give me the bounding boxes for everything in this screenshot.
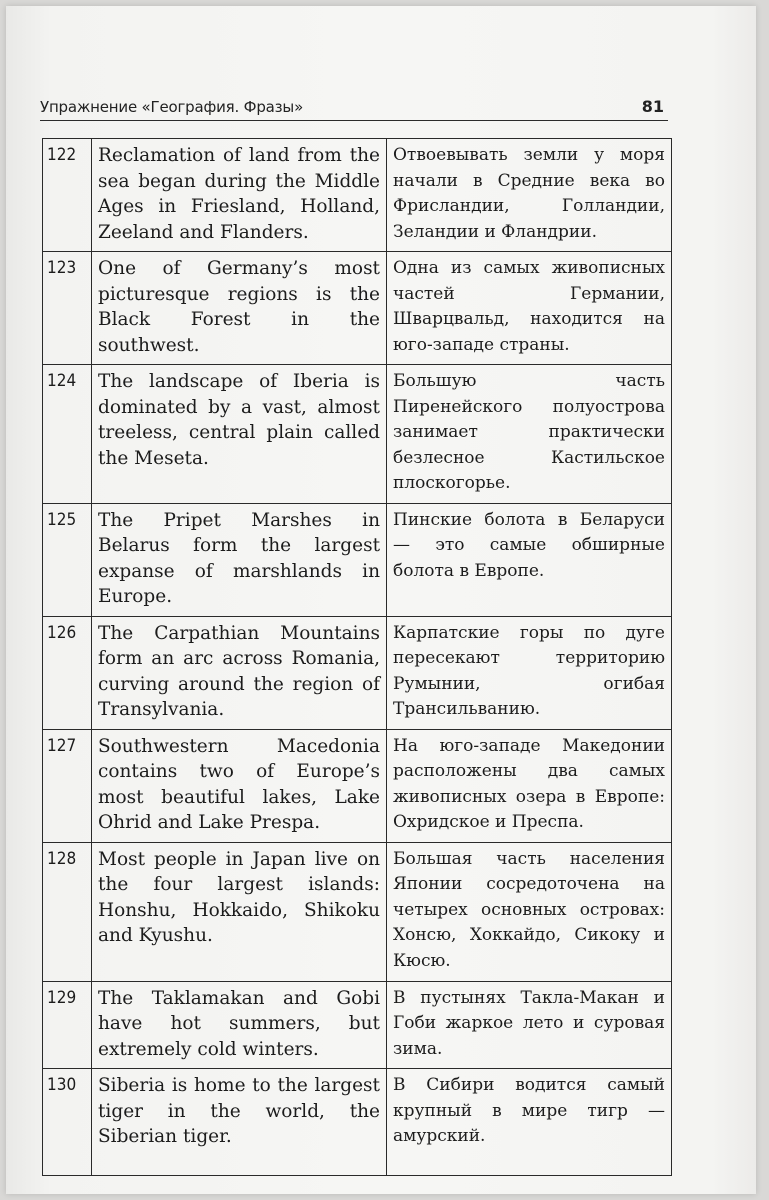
english-phrase: Reclamation of land from the sea began during the Middle Ages in Friesland, Holland, Zeeland and Flanders. <box>92 139 387 252</box>
row-number: 125 <box>43 503 92 616</box>
table-row <box>43 729 672 842</box>
table-row <box>43 616 672 729</box>
russian-translation: Большая часть населения Японии сосредоточена на четырех основных островах: Хонсю, Хоккайдо, Сикоку и Кюсю. <box>387 842 672 981</box>
russian-translation: Отвоевывать земли у моря начали в Средние века во Фрисландии, Голландии, Зеландии и Фландрии. <box>387 139 672 252</box>
row-number: 129 <box>43 981 92 1069</box>
english-phrase: Siberia is home to the largest tiger in the world, the Siberian tiger. <box>92 1069 387 1176</box>
row-number: 127 <box>43 729 92 842</box>
book-page <box>6 6 756 1194</box>
table-row <box>43 981 672 1069</box>
russian-translation: На юго-западе Македонии расположены два самых живописных озера в Европе: Охридское и Преспа. <box>387 729 672 842</box>
russian-translation: Одна из самых живописных частей Германии, Шварцвальд, находится на юго-западе страны. <box>387 252 672 365</box>
row-number: 130 <box>43 1069 92 1176</box>
row-number: 126 <box>43 616 92 729</box>
russian-translation: Пинские болота в Беларуси — это самые обширные болота в Европе. <box>387 503 672 616</box>
table-row <box>43 139 672 252</box>
page-number: 81 <box>641 97 664 116</box>
russian-translation: В пустынях Такла-Макан и Гоби жаркое лето и суровая зима. <box>387 981 672 1069</box>
table-row <box>43 252 672 365</box>
english-phrase: The landscape of Iberia is dominated by a vast, almost treeless, central plain called the Meseta. <box>92 365 387 504</box>
table-row <box>43 365 672 504</box>
row-number: 122 <box>43 139 92 252</box>
table-row <box>43 503 672 616</box>
russian-translation: Большую часть Пиренейского полуострова занимает практически безлесное Кастильское плоскогорье. <box>387 365 672 504</box>
russian-translation: Карпатские горы по дуге пересекают территорию Румынии, огибая Трансильванию. <box>387 616 672 729</box>
russian-translation: В Сибири водится самый крупный в мире тигр — амурский. <box>387 1069 672 1176</box>
running-title: Упражнение «География. Фразы» <box>40 98 304 116</box>
english-phrase: Southwestern Macedonia contains two of Europe’s most beautiful lakes, Lake Ohrid and Lake Prespa. <box>92 729 387 842</box>
english-phrase: Most people in Japan live on the four largest islands: Honshu, Hokkaido, Shikoku and Kyushu. <box>92 842 387 981</box>
phrase-table <box>42 138 672 1176</box>
table-row <box>43 1069 672 1176</box>
running-header <box>40 92 668 121</box>
row-number: 124 <box>43 365 92 504</box>
english-phrase: The Taklamakan and Gobi have hot summers, but extremely cold winters. <box>92 981 387 1069</box>
row-number: 128 <box>43 842 92 981</box>
row-number: 123 <box>43 252 92 365</box>
table-row <box>43 842 672 981</box>
english-phrase: One of Germany’s most picturesque regions is the Black Forest in the southwest. <box>92 252 387 365</box>
english-phrase: The Pripet Marshes in Belarus form the largest expanse of marshlands in Europe. <box>92 503 387 616</box>
english-phrase: The Carpathian Mountains form an arc across Romania, curving around the region of Transylvania. <box>92 616 387 729</box>
